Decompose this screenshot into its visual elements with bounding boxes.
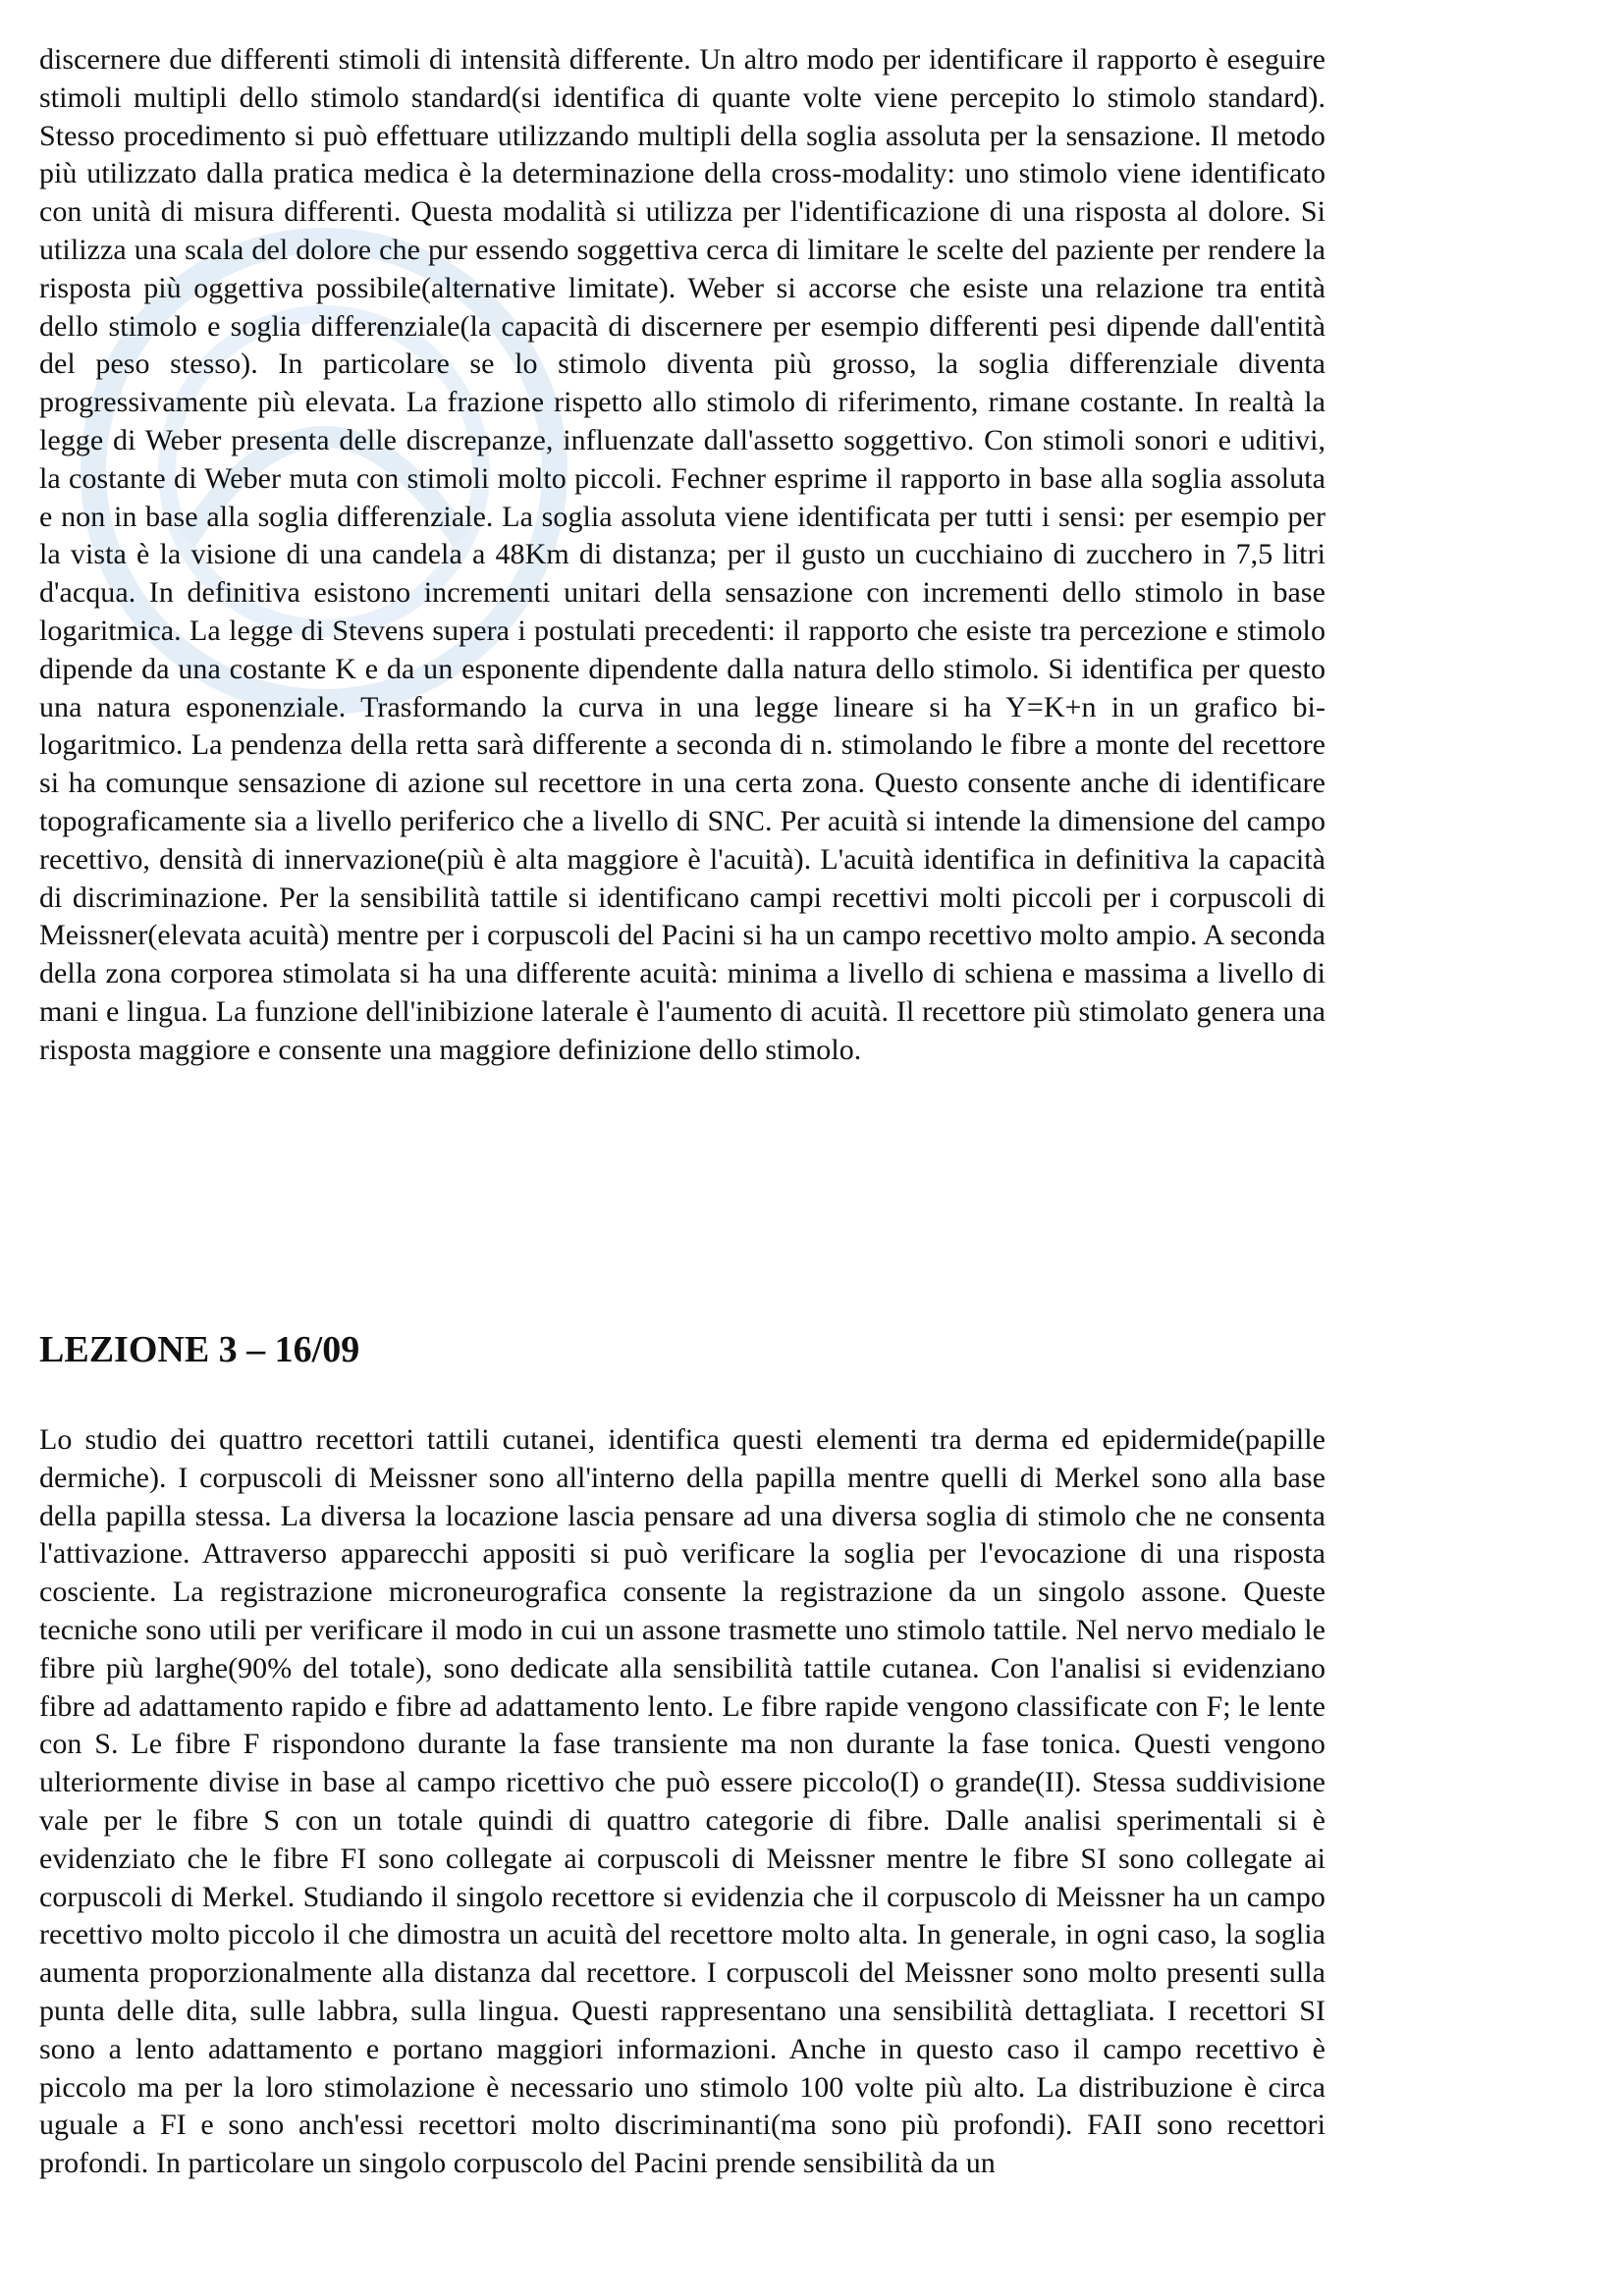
paragraph-body-1: discernere due differenti stimoli di intensità differente. Un altro modo per identificare il rapporto è eseguire stimoli multipli dello stimolo standard(si identifica di quante volte viene percepito lo stimolo standard). Stesso procedimento si può effettuare utilizzando multipli della soglia assoluta per la sensazione. Il metodo più utilizzato dalla pratica medica è la determinazione della cross-modality: uno stimolo viene identificato con unità di misura differenti. Questa modalità si utilizza per l'identificazione di una risposta al dolore. Si utilizza una scala del dolore che pur essendo soggettiva cerca di limitare le scelte del paziente per rendere la risposta più oggettiva possibile(alternative limitate). Weber si accorse che esiste una relazione tra entità dello stimolo e soglia differenziale(la capacità di discernere per esempio differenti pesi dipende dall'entità del peso stesso). In particolare se lo stimolo diventa più grosso, la soglia differenziale diventa progressivamente più elevata. La frazione rispetto allo stimolo di riferimento, rimane costante. In realtà la legge di Weber presenta delle discrepanze, influenzate dall'assetto soggettivo. Con stimoli sonori e uditivi, la costante di Weber muta con stimoli molto piccoli. Fechner esprime il rapporto in base alla soglia assoluta e non in base alla soglia differenziale. La soglia assoluta viene identificata per tutti i sensi: per esempio per la vista è la visione di una candela a 48Km di distanza; per il gusto un cucchiaino di zucchero in 7,5 litri d'acqua. In definitiva esistono incrementi unitari della sensazione con incrementi dello stimolo in base logaritmica. La legge di Stevens supera i postulati precedenti: il rapporto che esiste tra percezione e stimolo dipende da una costante K e da un esponente dipendente dalla natura dello stimolo. Si identifica per questo una natura esponenziale. Trasformando la curva in una legge lineare si ha Y=K+n in un grafico bi-logaritmico. La pendenza della retta sarà differente a seconda di n. stimolando le fibre a monte del recettore si ha comunque sensazione di azione sul recettore in una certa zona. Questo consente anche di identificare topograficamente sia a livello periferico che a livello di SNC. Per acuità si intende la dimensione del campo recettivo, densità di innervazione(più è alta maggiore è l'acuità). L'acuità identifica in definitiva la capacità di discriminazione. Per la sensibilità tattile si identificano campi recettivi molti piccoli per i corpuscoli di Meissner(elevata acuità) mentre per i corpuscoli del Pacini si ha un campo recettivo molto ampio. A seconda della zona corporea stimolata si ha una differente acuità: minima a livello di schiena e massima a livello di mani e lingua. La funzione dell'inibizione laterale è l'aumento di acuità. Il recettore più stimolato genera una risposta maggiore e consente una maggiore definizione dello stimolo. (39, 43, 1325, 1066)
section-heading: LEZIONE 3 – 16/09 (39, 1329, 360, 1370)
paragraph-body-2: Lo studio dei quattro recettori tattili cutanei, identifica questi elementi tra derma ed epidermide(papille dermiche). I corpuscoli di Meissner sono all'interno della papilla mentre quelli di Merkel sono alla base della papilla stessa. La diversa la locazione lascia pensare ad una diversa soglia di stimolo che ne consenta l'attivazione. Attraverso apparecchi appositi si può verificare la soglia per l'evocazione di una risposta cosciente. La registrazione microneurografica consente la registrazione da un singolo assone. Queste tecniche sono utili per verificare il modo in cui un assone trasmette uno stimolo tattile. Nel nervo medialo le fibre più larghe(90% del totale), sono dedicate alla sensibilità tattile cutanea. Con l'analisi si evidenziano fibre ad adattamento rapido e fibre ad adattamento lento. Le fibre rapide vengono classificate con F; le lente con S. Le fibre F rispondono durante la fase transiente ma non durante la fase tonica. Questi vengono ulteriormente divise in base al campo ricettivo che può essere piccolo(I) o grande(II). Stessa suddivisione vale per le fibre S con un totale quindi di quattro categorie di fibre. Dalle analisi sperimentali si è evidenziato che le fibre FI sono collegate ai corpuscoli di Meissner mentre le fibre SI sono collegate ai corpuscoli di Merkel. Studiando il singolo recettore si evidenzia che il corpuscolo di Meissner ha un campo recettivo molto piccolo il che dimostra un acuità del recettore molto alta. In generale, in ogni caso, la soglia aumenta proporzionalmente alla distanza dal recettore. I corpuscoli del Meissner sono molto presenti sulla punta delle dita, sulle labbra, sulla lingua. Questi rappresentano una sensibilità dettagliata. I recettori SI sono a lento adattamento e portano maggiori informazioni. Anche in questo caso il campo recettivo è piccolo ma per la loro stimolazione è necessario uno stimolo 100 volte più alto. La distribuzione è circa uguale a FI e sono anch'essi recettori molto discriminanti(ma sono più profondi). FAII sono recettori profondi. In particolare un singolo corpuscolo del Pacini prende sensibilità da un (39, 1423, 1325, 2180)
